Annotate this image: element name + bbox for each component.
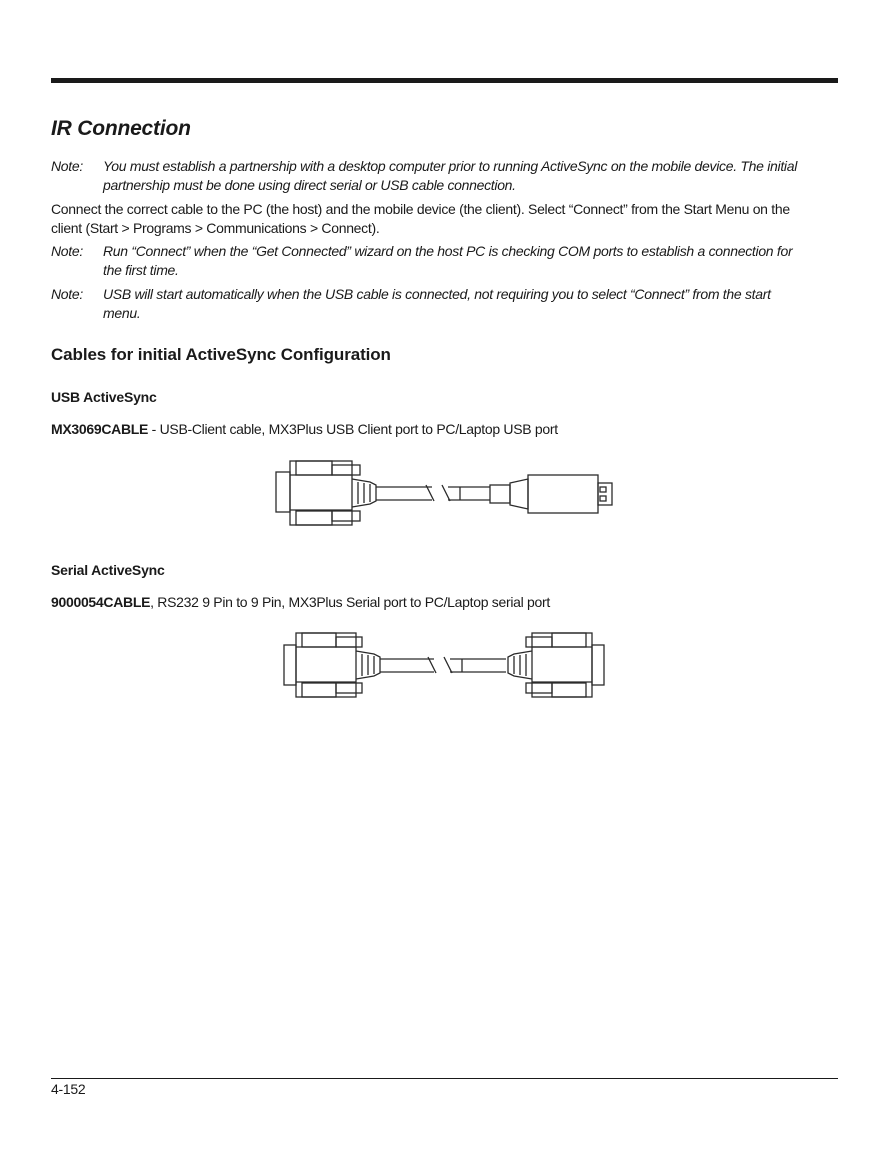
serial-cable-illustration: [278, 627, 610, 705]
usb-cable-part-number: MX3069CABLE: [51, 421, 149, 437]
note-label: Note:: [51, 286, 83, 302]
note-run-connect: [51, 242, 841, 280]
serial-cable-part-number: 9000054CABLE: [51, 594, 151, 610]
note-text: USB will start automatically when the USB cable is connected, not requiring you to select “Connect” from the start: [103, 286, 771, 302]
connect-instructions: [51, 200, 841, 238]
footer-rule: [51, 1078, 838, 1079]
note-label: Note:: [51, 243, 83, 259]
section-heading: Cables for initial ActiveSync Configuration: [51, 345, 391, 364]
note-text-continued: partnership must be done using direct serial or USB cable connection.: [103, 177, 516, 193]
header-rule: [51, 78, 838, 83]
usb-cable-text: - USB-Client cable, MX3Plus USB Client port to PC/Laptop USB port: [148, 421, 558, 437]
page-number: 4-152: [51, 1081, 86, 1097]
serial-activesync-heading: Serial ActiveSync: [51, 562, 165, 578]
note-text: You must establish a partnership with a desktop computer prior to running ActiveSync on the mobile device. The initial: [103, 158, 798, 174]
serial-cable-text: , RS232 9 Pin to 9 Pin, MX3Plus Serial port to PC/Laptop serial port: [150, 594, 550, 610]
serial-cable-description: [51, 594, 550, 610]
instructions-line-2: client (Start > Programs > Communications > Connect).: [51, 220, 380, 236]
note-usb-automatic: [51, 285, 841, 323]
usb-cable-description: [51, 421, 558, 437]
note-text-continued: the first time.: [103, 262, 179, 278]
note-partnership: [51, 157, 841, 195]
note-text: Run “Connect” when the “Get Connected” wizard on the host PC is checking COM ports to establish a connection for: [103, 243, 793, 259]
instructions-line-1: Connect the correct cable to the PC (the host) and the mobile device (the client). Select “Connect” from the Start Menu on the: [51, 201, 790, 217]
usb-activesync-heading: USB ActiveSync: [51, 389, 157, 405]
usb-cable-illustration: [270, 455, 620, 533]
page-title: IR Connection: [51, 117, 191, 140]
note-text-continued: menu.: [103, 305, 141, 321]
note-label: Note:: [51, 158, 83, 174]
